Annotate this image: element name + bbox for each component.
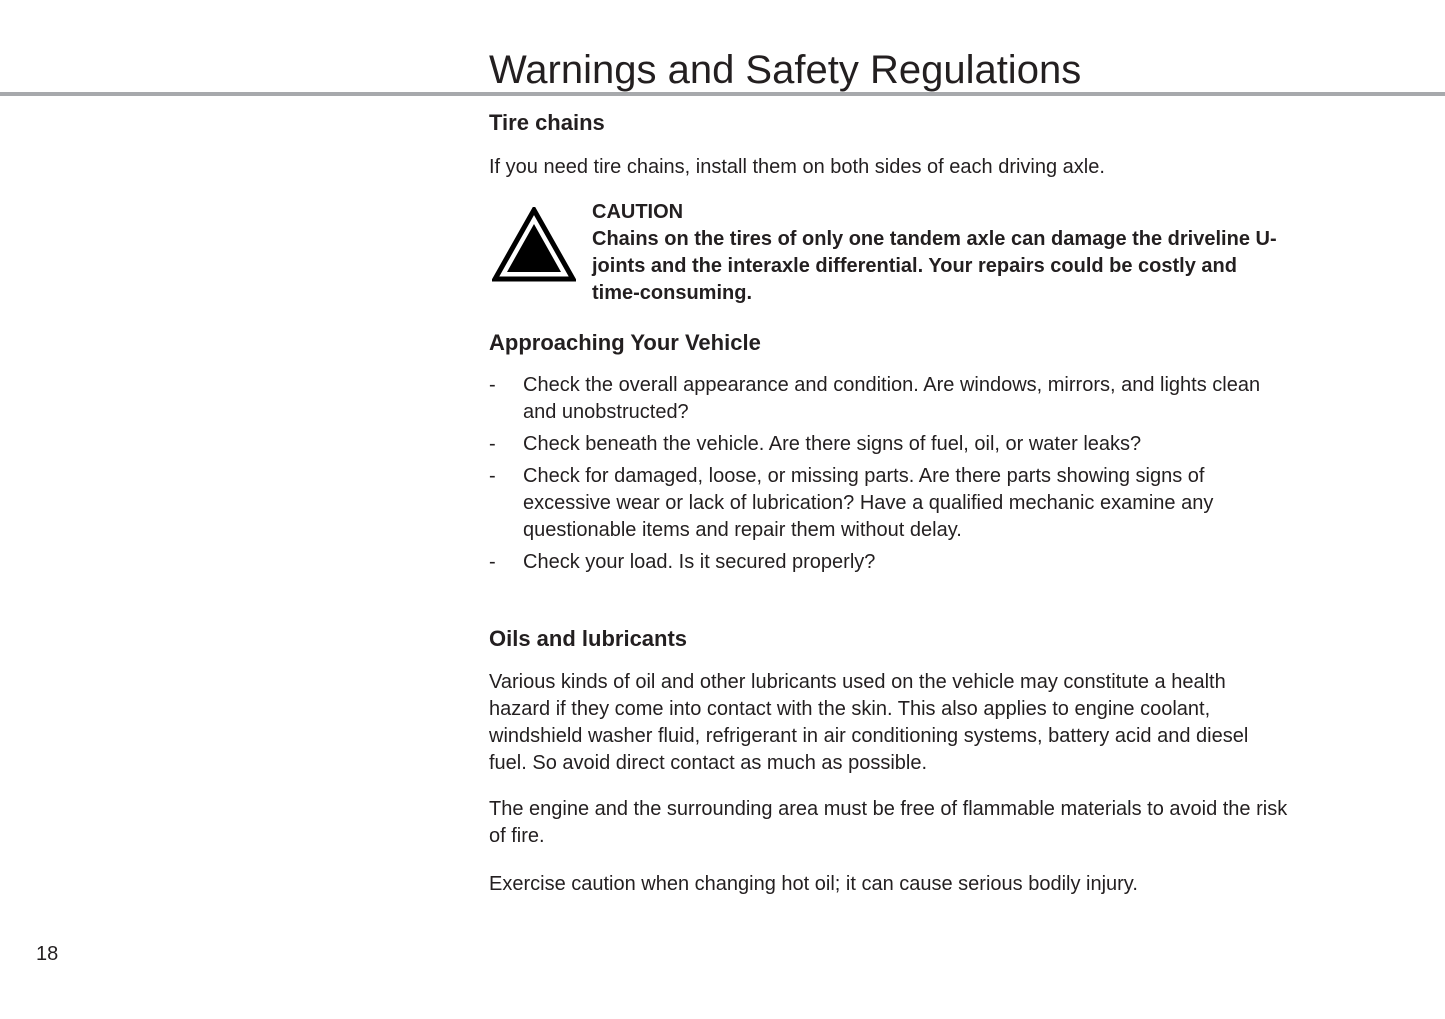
caution-block — [489, 199, 1289, 312]
page-number: 18 — [36, 943, 59, 965]
warning-triangle-icon — [492, 207, 576, 283]
page-title: Warnings and Safety Regulations — [489, 48, 1082, 92]
list-item — [489, 463, 1289, 544]
bullet-dash: - — [489, 551, 496, 573]
caution-text-block — [592, 199, 1282, 307]
bullet-dash: - — [489, 465, 496, 487]
section-heading-approaching: Approaching Your Vehicle — [489, 330, 761, 355]
list-item-text: Check your load. Is it secured properly? — [523, 551, 876, 573]
tire-chains-paragraph: If you need tire chains, install them on both sides of each driving axle. — [489, 156, 1105, 178]
bullet-dash: - — [489, 433, 496, 455]
bullet-dash: - — [489, 374, 496, 396]
caution-message: Chains on the tires of only one tandem axle can damage the driveline U-joints and the interaxle differential. Your repairs could be costly and time-consuming. — [592, 228, 1277, 304]
list-item-text: Check beneath the vehicle. Are there signs of fuel, oil, or water leaks? — [523, 433, 1142, 455]
section-heading-oils: Oils and lubricants — [489, 626, 688, 651]
main-content — [489, 108, 1289, 898]
section-heading-tire-chains: Tire chains — [489, 110, 605, 135]
list-item-text: Check the overall appearance and condition. Are windows, mirrors, and lights clean and unobstructed? — [523, 374, 1261, 423]
caution-label: CAUTION — [592, 201, 684, 223]
oils-paragraph: The engine and the surrounding area must be free of flammable materials to avoid the risk of fire. — [489, 798, 1288, 847]
approaching-checklist — [489, 372, 1289, 576]
title-divider — [0, 92, 1445, 96]
list-item — [489, 431, 1289, 458]
oils-paragraph: Various kinds of oil and other lubricants used on the vehicle may constitute a health hazard if they come into contact with the skin. This also applies to engine coolant, windshield washer fluid, refrigerant in air conditioning systems, battery acid and diesel fuel. So avoid direct contact as much as possible. — [489, 671, 1249, 774]
oils-paragraph: Exercise caution when changing hot oil; it can cause serious bodily injury. — [489, 873, 1138, 895]
list-item-text: Check for damaged, loose, or missing parts. Are there parts showing signs of excessive wear or lack of lubrication? Have a qualified mechanic examine any questionable items and repair them without delay. — [523, 465, 1214, 541]
list-item — [489, 372, 1289, 426]
list-item — [489, 549, 1289, 576]
